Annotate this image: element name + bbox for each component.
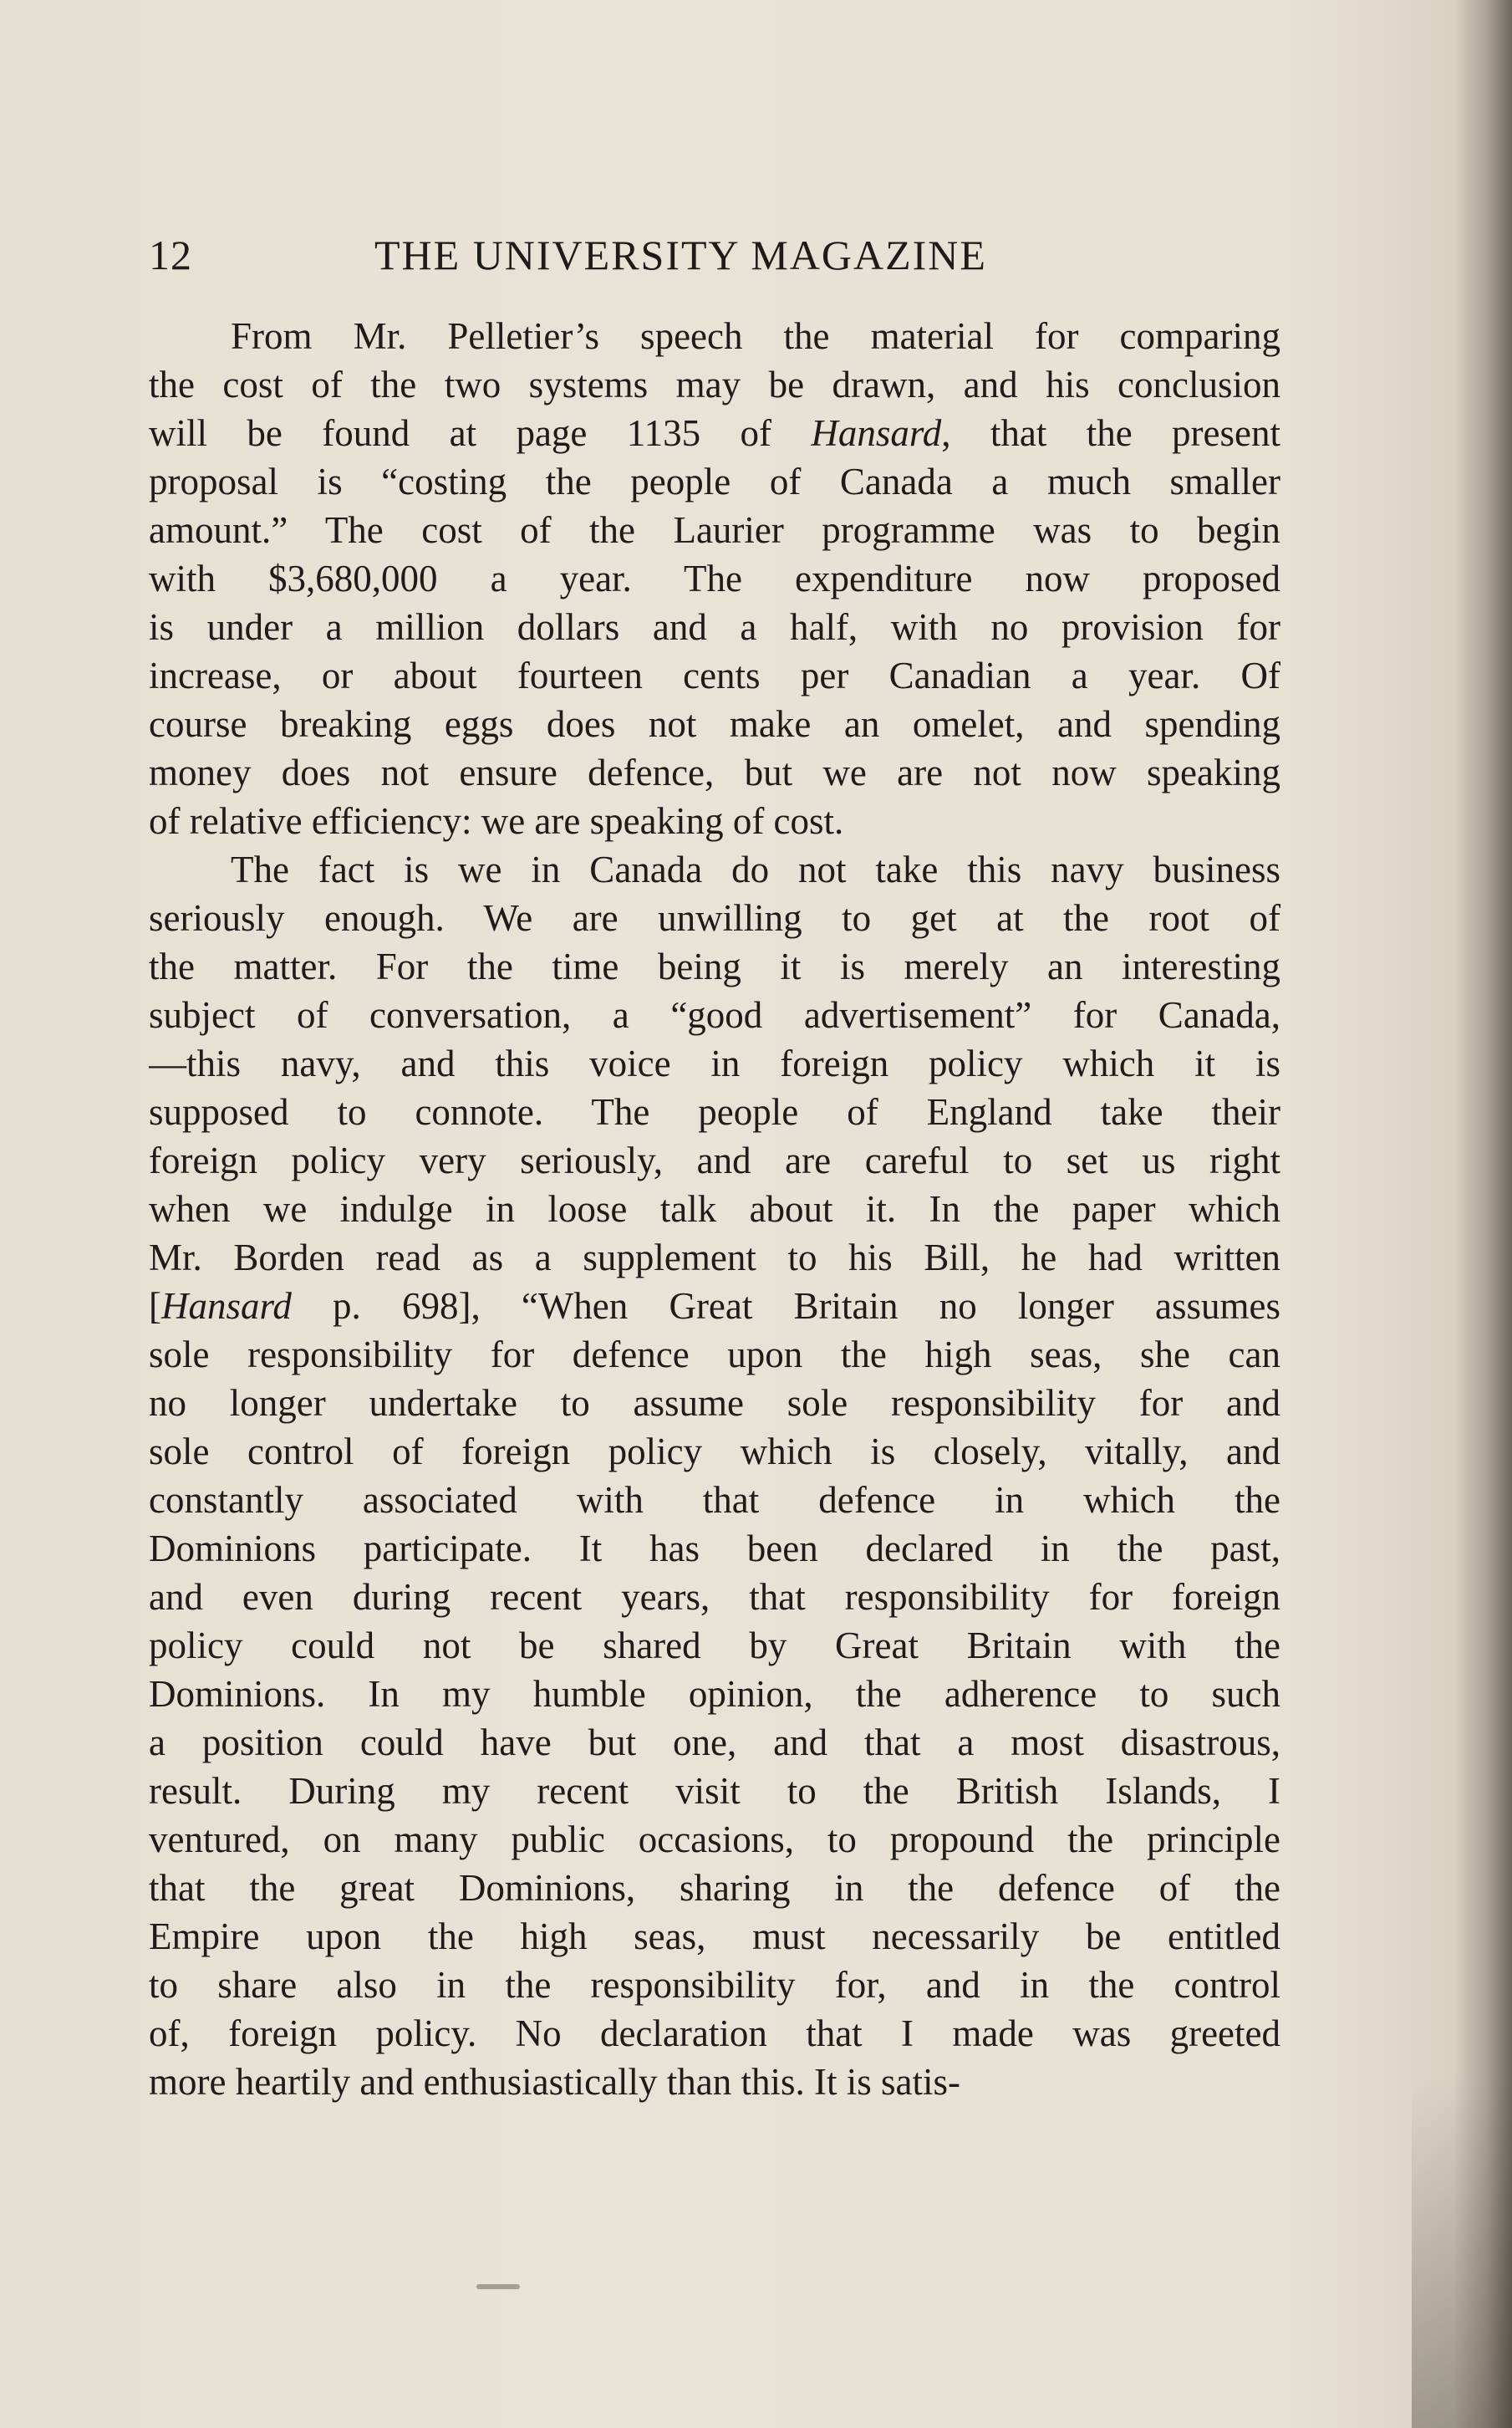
text-line: money does not ensure defence, but we are not now speaking xyxy=(149,752,1280,793)
text-line: policy could not be shared by Great Britain with the xyxy=(149,1625,1280,1666)
text-line: more heartily and enthusiastically than this. It is satis- xyxy=(149,2061,961,2103)
ink-smudge xyxy=(476,2284,520,2289)
text-line: the cost of the two systems may be drawn, and his conclusion xyxy=(149,364,1280,406)
text-line: ventured, on many public occasions, to propound the principle xyxy=(149,1818,1280,1860)
text-line: [Hansard p. 698], “When Great Britain no longer assumes xyxy=(149,1285,1280,1327)
magazine-title: THE UNIVERSITY MAGAZINE xyxy=(374,232,987,278)
text-line: The fact is we in Canada do not take this navy business xyxy=(231,849,1280,890)
text-line: Dominions. In my humble opinion, the adherence to such xyxy=(149,1673,1280,1715)
text-line: proposal is “costing the people of Canada a much smaller xyxy=(149,461,1280,502)
spine-shadow xyxy=(1453,0,1512,2428)
text-line: when we indulge in loose talk about it. In the paper which xyxy=(149,1188,1280,1230)
text-line: sole control of foreign policy which is closely, vitally, and xyxy=(149,1431,1280,1472)
text-line: seriously enough. We are unwilling to get at the root of xyxy=(149,897,1280,939)
text-line: foreign policy very seriously, and are careful to set us right xyxy=(149,1140,1280,1181)
text-line: will be found at page 1135 of Hansard, that the present xyxy=(149,412,1280,454)
text-line: Empire upon the high seas, must necessarily be entitled xyxy=(149,1915,1280,1957)
text-line: the matter. For the time being it is merely an interesting xyxy=(149,946,1280,987)
corner-shadow xyxy=(1412,2077,1512,2428)
text-line: supposed to connote. The people of England take their xyxy=(149,1091,1280,1133)
text-line: of, foreign policy. No declaration that I made was greeted xyxy=(149,2012,1280,2054)
text-line: sole responsibility for defence upon the high seas, she can xyxy=(149,1334,1280,1375)
text-line: Dominions participate. It has been declared in the past, xyxy=(149,1528,1280,1569)
text-line: From Mr. Pelletier’s speech the material for comparing xyxy=(231,315,1280,357)
text-line: to share also in the responsibility for, and in the control xyxy=(149,1964,1280,2006)
text-line: no longer undertake to assume sole responsibility for and xyxy=(149,1382,1280,1424)
text-line: of relative efficiency: we are speaking of cost. xyxy=(149,800,844,842)
text-line: constantly associated with that defence in which the xyxy=(149,1479,1280,1521)
text-line: result. During my recent visit to the British Islands, I xyxy=(149,1770,1280,1812)
text-line: is under a million dollars and a half, with no provision for xyxy=(149,606,1280,648)
text-line: with $3,680,000 a year. The expenditure now proposed xyxy=(149,558,1280,599)
text-line: course breaking eggs does not make an omelet, and spending xyxy=(149,703,1280,745)
text-line: amount.” The cost of the Laurier programme was to begin xyxy=(149,509,1280,551)
body-text xyxy=(149,312,1280,2106)
text-line: subject of conversation, a “good advertisement” for Canada, xyxy=(149,994,1280,1036)
running-head xyxy=(149,226,1280,284)
page-number: 12 xyxy=(149,232,192,278)
text-line: a position could have but one, and that a most disastrous, xyxy=(149,1722,1280,1763)
text-line: —this navy, and this voice in foreign policy which it is xyxy=(149,1043,1280,1084)
text-line: and even during recent years, that responsibility for foreign xyxy=(149,1576,1280,1618)
text-line: that the great Dominions, sharing in the defence of the xyxy=(149,1867,1280,1909)
text-line: increase, or about fourteen cents per Canadian a year. Of xyxy=(149,655,1280,696)
text-line: Mr. Borden read as a supplement to his Bill, he had written xyxy=(149,1237,1280,1278)
